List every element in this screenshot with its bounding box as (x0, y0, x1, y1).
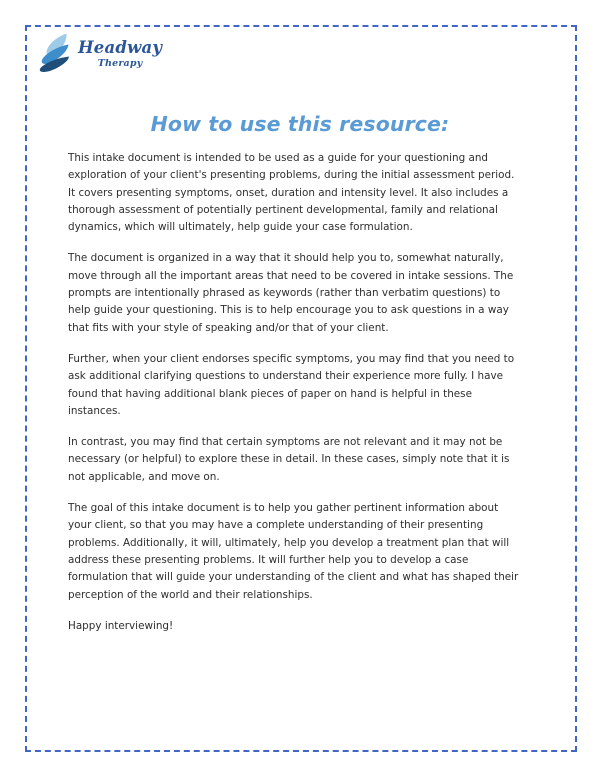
brand-logo-text (78, 38, 162, 68)
leaf-flame-logo-icon (36, 31, 72, 75)
paragraph: This intake document is intended to be used as a guide for your questioning and exploration of your client's presenting problems, during the initial assessment period. It covers presenting symptoms, onset, duration and intensity level. It also includes a thorough assessment of potentially pertinent developmental, family and relational dynamics, which will ultimately, help guide your case formulation. (68, 152, 515, 234)
paragraph: The goal of this intake document is to help you gather pertinent information about your client, so that you may have a complete understanding of their presenting problems. Additionally, it will, ultimately, help you develop a treatment plan that will address these presenting problems. It will further help you to develop a case formulation that will guide your understanding of the client and what has shaped their perception of the world and their relationships. (68, 502, 519, 601)
document-body (68, 150, 522, 635)
brand-name: Headway (78, 38, 163, 57)
brand-logo (36, 30, 236, 76)
paragraph: Further, when your client endorses specific symptoms, you may find that you need to ask additional clarifying questions to understand their experience more fully. I have found that having additional blank pieces of paper on hand is helpful in these instances. (68, 352, 515, 417)
paragraph: In contrast, you may find that certain symptoms are not relevant and it may not be necessary (or helpful) to explore these in detail. In these cases, simply note that it is not applicable, and move on. (68, 436, 510, 483)
paragraph: The document is organized in a way that it should help you to, somewhat naturally, move through all the important areas that need to be covered in intake sessions. The prompts are intentionally phrased as keywords (rather than verbatim questions) to help guide your questioning. This is to help encourage you to ask questions in a way that fits with your style of speaking and/or that of your client. (68, 252, 514, 334)
brand-subtitle: Therapy (97, 57, 143, 69)
closing-line: Happy interviewing! (68, 619, 174, 632)
page-title: How to use this resource: (150, 112, 450, 136)
